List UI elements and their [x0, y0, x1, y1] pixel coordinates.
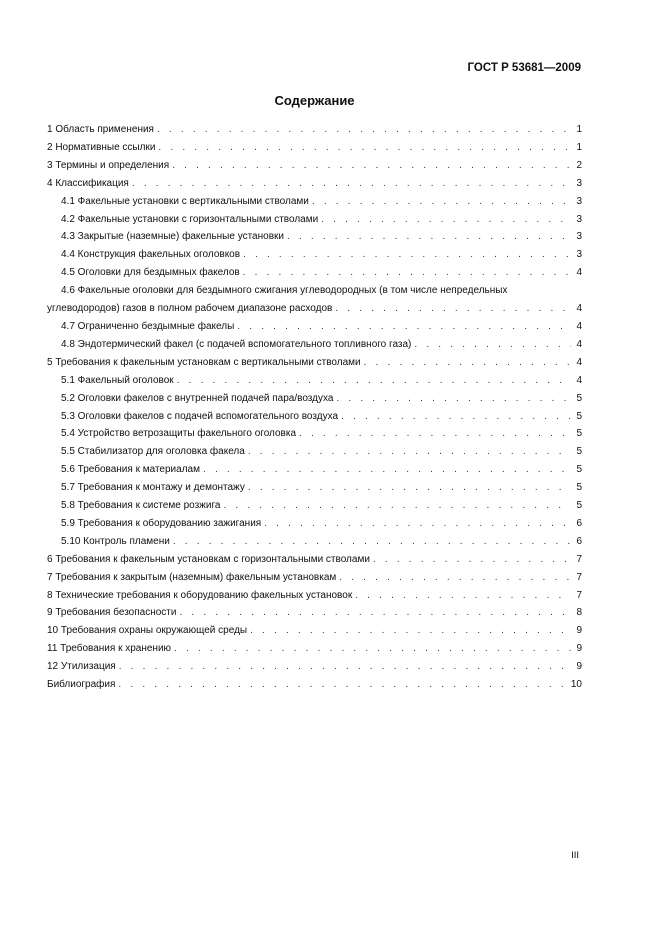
toc-entry[interactable] — [47, 622, 582, 640]
toc-entry-text: 10 Требования охраны окружающей среды — [47, 625, 248, 637]
toc-entry-text: 5.6 Требования к материалам — [61, 464, 200, 476]
toc-leader-dots — [250, 622, 571, 640]
toc-leader-dots — [173, 533, 571, 551]
toc-page-number: 5 — [576, 392, 582, 404]
toc-entry-text: 5.5 Стабилизатор для оголовка факела — [61, 446, 245, 458]
toc-leader-dots — [177, 372, 571, 390]
toc-entry[interactable] — [47, 300, 582, 318]
toc-entry[interactable] — [47, 193, 582, 211]
toc-leader-dots — [339, 569, 571, 587]
toc-leader-dots — [172, 157, 571, 175]
toc-page-number: 5 — [576, 464, 582, 476]
toc-leader-dots — [355, 587, 571, 605]
toc-entry[interactable] — [47, 640, 582, 658]
toc-page-number: 5 — [576, 500, 582, 512]
toc-leader-dots — [157, 121, 571, 139]
toc-entry-text: углеводородов) газов в полном рабочем диапазоне расходов — [47, 303, 333, 315]
toc-entry-text: 4.2 Факельные установки с горизонтальными стволами — [61, 213, 319, 225]
toc-page-number: 5 — [576, 482, 582, 494]
toc-page-number: 5 — [576, 446, 582, 458]
toc-leader-dots — [132, 175, 571, 193]
toc-entry[interactable] — [47, 676, 582, 694]
toc-page-number: 7 — [576, 553, 582, 565]
toc-page-number: 6 — [576, 535, 582, 547]
toc-leader-dots — [158, 139, 571, 157]
table-of-contents — [47, 121, 582, 694]
toc-page-number: 7 — [576, 571, 582, 583]
page-number: III — [571, 850, 579, 861]
toc-entry-text: 3 Термины и определения — [47, 159, 170, 171]
toc-entry[interactable] — [47, 139, 582, 157]
toc-entry-text: 6 Требования к факельным установкам с горизонтальными стволами — [47, 553, 370, 565]
toc-entry[interactable] — [47, 175, 582, 193]
toc-page-number: 3 — [576, 231, 582, 243]
toc-leader-dots — [243, 264, 571, 282]
toc-entry-text: 5.9 Требования к оборудованию зажигания — [61, 517, 262, 529]
toc-entry-text: 4 Классификация — [47, 177, 129, 189]
toc-leader-dots — [414, 336, 571, 354]
toc-entry[interactable] — [47, 479, 582, 497]
toc-leader-dots — [264, 515, 571, 533]
toc-entry[interactable] — [47, 443, 582, 461]
toc-leader-dots — [299, 425, 571, 443]
toc-entry[interactable] — [47, 390, 582, 408]
toc-entry-line[interactable]: 4.6 Факельные оголовки для бездымного сжигания углеводородных (в том числе непредельных — [61, 285, 508, 297]
toc-leader-dots — [174, 640, 571, 658]
toc-entry[interactable] — [47, 157, 582, 175]
toc-leader-dots — [237, 318, 571, 336]
toc-leader-dots — [312, 193, 571, 211]
toc-entry-text: 5.10 Контроль пламени — [61, 535, 170, 547]
toc-entry[interactable] — [47, 408, 582, 426]
toc-entry[interactable] — [47, 515, 582, 533]
toc-entry[interactable] — [47, 587, 582, 605]
toc-page-number: 4 — [576, 338, 582, 350]
toc-entry-text: 9 Требования безопасности — [47, 607, 177, 619]
toc-leader-dots — [373, 551, 571, 569]
standard-id-header: ГОСТ Р 53681—2009 — [467, 62, 581, 74]
toc-leader-dots — [248, 479, 571, 497]
toc-leader-dots — [248, 443, 571, 461]
toc-page-number: 5 — [576, 410, 582, 422]
toc-entry[interactable] — [47, 121, 582, 139]
toc-entry-text: Библиография — [47, 679, 116, 691]
toc-leader-dots — [364, 354, 571, 372]
toc-entry-text: 5.1 Факельный оголовок — [61, 374, 174, 386]
toc-page-number: 3 — [576, 177, 582, 189]
toc-entry[interactable] — [47, 604, 582, 622]
toc-entry-text: 4.8 Эндотермический факел (с подачей вспомогательного топливного газа) — [61, 338, 412, 350]
toc-page-number: 4 — [576, 374, 582, 386]
toc-entry-text: 1 Область применения — [47, 124, 154, 135]
toc-page-number: 4 — [576, 303, 582, 315]
toc-entry[interactable] — [47, 497, 582, 515]
toc-entry-text: 4.7 Ограниченно бездымные факелы — [61, 320, 235, 332]
toc-entry[interactable] — [47, 425, 582, 443]
toc-entry[interactable] — [47, 246, 582, 264]
toc-page-number: 4 — [576, 320, 582, 332]
toc-entry-text: 4.5 Оголовки для бездымных факелов — [61, 267, 240, 279]
toc-entry-text: 5.4 Устройство ветрозащиты факельного оголовка — [61, 428, 297, 440]
toc-page-number: 9 — [576, 625, 582, 637]
toc-page-number: 2 — [576, 159, 582, 171]
toc-page-number: 7 — [576, 589, 582, 601]
toc-entry-text: 5 Требования к факельным установкам с вертикальными стволами — [47, 356, 361, 368]
toc-entry[interactable] — [47, 318, 582, 336]
toc-page-number: 10 — [570, 679, 582, 691]
toc-entry[interactable] — [47, 264, 582, 282]
toc-page-number: 6 — [576, 517, 582, 529]
toc-entry-text: 11 Требования к хранению — [47, 643, 172, 655]
toc-leader-dots — [119, 658, 571, 676]
toc-leader-dots — [223, 497, 571, 515]
toc-entry-text: 4.3 Закрытые (наземные) факельные установки — [61, 231, 284, 243]
toc-leader-dots — [287, 228, 571, 246]
toc-leader-dots — [118, 676, 567, 694]
toc-entry[interactable] — [47, 336, 582, 354]
toc-page-number: 3 — [576, 195, 582, 207]
toc-entry[interactable] — [47, 461, 582, 479]
toc-page-number: 9 — [576, 661, 582, 673]
toc-leader-dots — [336, 390, 571, 408]
toc-entry-text: 12 Утилизация — [47, 661, 116, 673]
toc-entry[interactable] — [47, 551, 582, 569]
toc-entry-text: 5.2 Оголовки факелов с внутренней подачей пара/воздуха — [61, 392, 334, 404]
toc-entry-text: 8 Технические требования к оборудованию факельных установок — [47, 589, 353, 601]
toc-entry[interactable] — [47, 228, 582, 246]
toc-entry[interactable] — [47, 533, 582, 551]
toc-entry-text: 7 Требования к закрытым (наземным) факельным установкам — [47, 571, 337, 583]
toc-entry[interactable] — [47, 211, 582, 229]
toc-page-number: 5 — [576, 428, 582, 440]
toc-leader-dots — [335, 300, 571, 318]
toc-entry-text: 4.4 Конструкция факельных оголовков — [61, 249, 241, 261]
toc-page-number: 4 — [576, 267, 582, 279]
toc-entry[interactable] — [47, 658, 582, 676]
page-title: Содержание — [274, 93, 355, 108]
toc-leader-dots — [321, 211, 571, 229]
toc-entry-text: 5.7 Требования к монтажу и демонтажу — [61, 482, 245, 494]
toc-page-number: 1 — [576, 124, 582, 135]
toc-leader-dots — [203, 461, 571, 479]
toc-page-number: 3 — [576, 249, 582, 261]
toc-page-number: 4 — [576, 356, 582, 368]
toc-entry-text: 5.8 Требования к системе розжига — [61, 500, 221, 512]
toc-entry[interactable] — [47, 354, 582, 372]
toc-page-number: 9 — [576, 643, 582, 655]
toc-leader-dots — [179, 604, 571, 622]
toc-leader-dots — [243, 246, 571, 264]
toc-page-number: 8 — [576, 607, 582, 619]
toc-entry-text: 4.1 Факельные установки с вертикальными стволами — [61, 195, 309, 207]
toc-entry-text: 2 Нормативные ссылки — [47, 141, 156, 153]
toc-leader-dots — [341, 408, 571, 426]
toc-entry[interactable] — [47, 372, 582, 390]
toc-page-number: 1 — [576, 141, 582, 153]
toc-entry[interactable] — [47, 569, 582, 587]
toc-page-number: 3 — [576, 213, 582, 225]
toc-entry-text: 5.3 Оголовки факелов с подачей вспомогательного воздуха — [61, 410, 339, 422]
